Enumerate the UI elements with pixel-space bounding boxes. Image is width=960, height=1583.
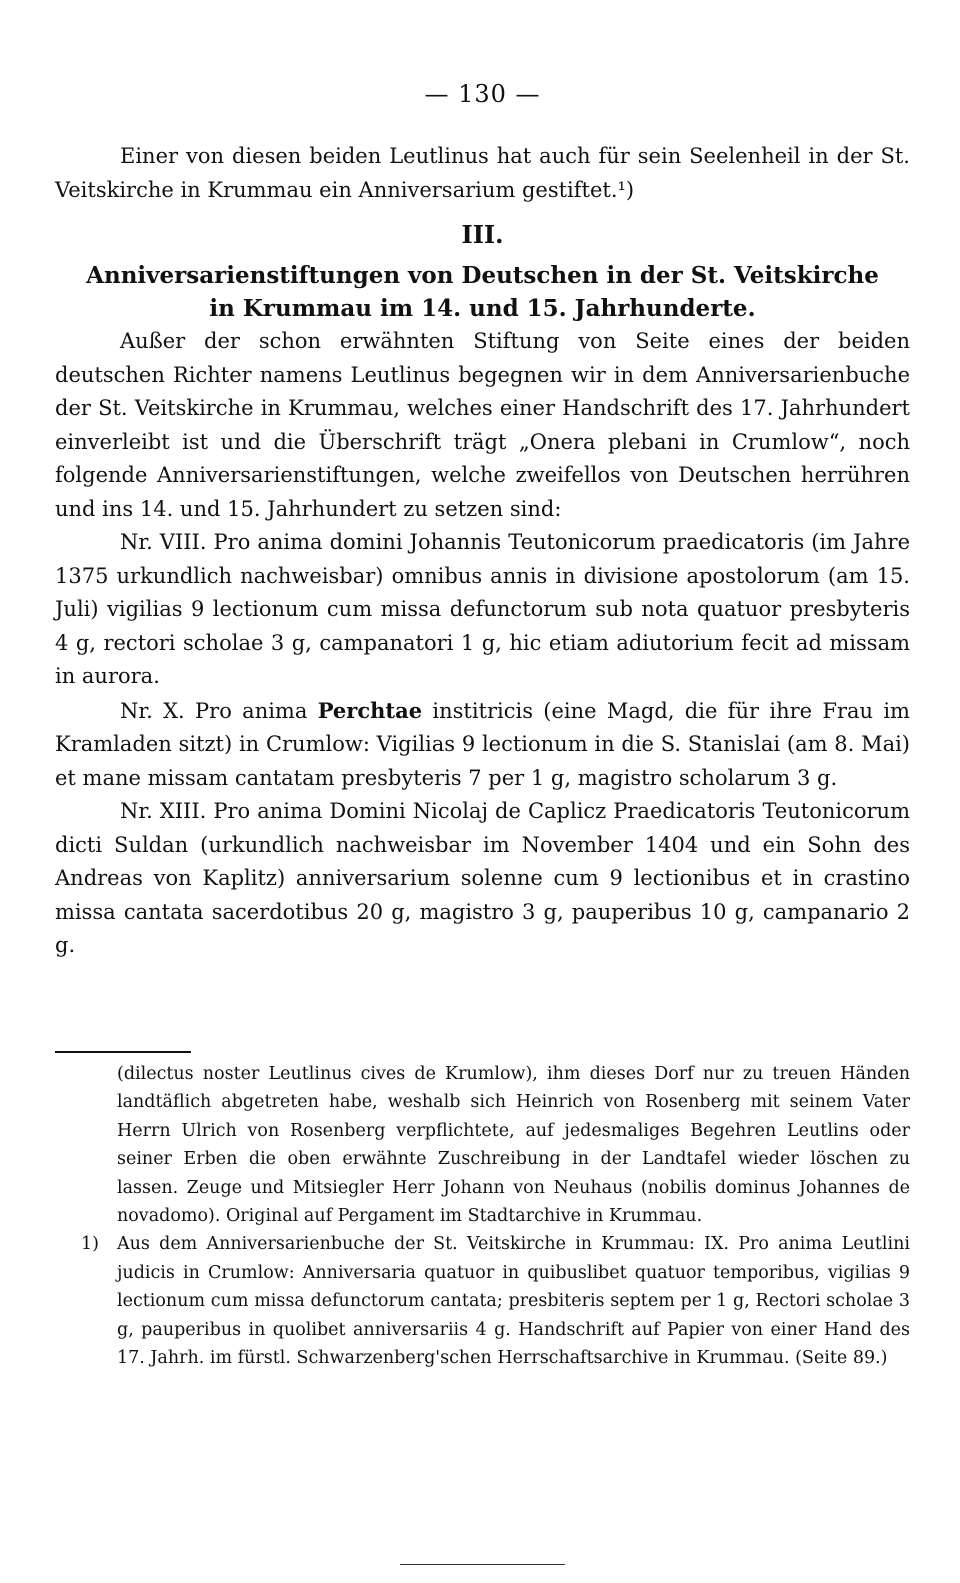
- intro-paragraph: Einer von diesen beiden Leutlinus hat auch für sein Seelenheil in der St. Veitskirche in Krummau ein Anniversarium gestiftet.¹): [55, 144, 910, 202]
- footnotes: [81, 1060, 910, 1372]
- entry-label: Nr. XIII.: [120, 799, 207, 823]
- entry-text-before: Pro anima: [195, 698, 308, 723]
- entry-label: Nr. X.: [120, 698, 185, 723]
- footnote-text: IX. Pro anima Leutlini judicis in Crumlow: Anniversaria quatuor in quibuslibet quatuor temporibus, vigilias 9 lectionum cum missa defunctorum cantata; presbiteris septem per 1 g, Rectori scholae 3 g, pauperibus in quolibet anniversariis 4 g. Handschrift auf Papier von einer Hand des 17. Jahrh. im fürstl. Schwarzenberg'schen Herrschaftsarchive in Krummau. (Seite 89.): [117, 1234, 910, 1369]
- entry-label: Nr. VIII.: [120, 530, 207, 554]
- entry-text: Pro anima Domini Nicolaj de Caplicz Praedicatoris Teutonicorum dicti Suldan (urkundlich nachweisbar im November 1404 und ein Sohn des Andreas von Kaplitz) anniversarium solenne cum 9 lectionibus et in crastino missa cantata sacerdotibus 20 g, magistro 3 g, pauperibus 10 g, campanario 2 g.: [55, 799, 910, 957]
- page-number: — 130 —: [424, 80, 541, 108]
- section-number: III.: [461, 220, 504, 249]
- main-paragraph: Außer der schon erwähnten Stiftung von Seite eines der beiden deutschen Richter namens Leutlinus begegnen wir in dem Anniversarienbuche der St. Veitskirche in Krummau, welches einer Handschrift des 17. Jahrhundert einverleibt ist und die Überschrift trägt „Onera plebani in Crumlow“, noch folgende Anniversarienstiftungen, welche zweifellos von Deutschen herrühren und ins 14. und 15. Jahrhundert zu setzen sind:: [55, 329, 910, 521]
- entry-name: Perchtae: [317, 697, 423, 723]
- entry-text: institricis (eine Magd, die für ihre Frau im Kramladen sitzt) in Crumlow: Vigilias 9 lectionum in die S. Stanislai (am 8. Mai) et mane missam cantatam presbyteris 7 per 1 g, magistro scholarum 3 g.: [55, 698, 910, 790]
- entry-nr-xiii: [55, 795, 910, 963]
- body-text: [55, 140, 910, 963]
- footnote-1: [81, 1230, 910, 1372]
- section-title-line-2: in Krummau im 14. und 15. Jahrhunderte.: [209, 295, 756, 322]
- footnote-separator: [55, 1051, 191, 1053]
- entry-nr-viii: [55, 526, 910, 694]
- entry-text: Pro anima domini Johannis Teutonicorum praedicatoris (im Jahre 1375 urkundlich nachweisbar) omnibus annis in divisione apostolorum (am 15. Juli) vigilias 9 lectionum cum missa defunctorum sub nota quatuor presbyteris 4 g, rectori scholae 3 g, campanatori 1 g, hic etiam adiutorium fecit ad missam in aurora.: [55, 530, 910, 688]
- footnote-mark: 1): [81, 1234, 99, 1255]
- section-title-line-1: Anniversarienstiftungen von Deutschen in der St. Veitskirche: [86, 262, 879, 289]
- entry-nr-x: [55, 694, 910, 796]
- footnote-lead: Aus dem Anniversarienbuche der St. Veitskirche in Krummau:: [117, 1234, 695, 1255]
- footnote-continuation: (dilectus noster Leutlinus cives de Krumlow), ihm dieses Dorf nur zu treuen Händen landtäflich abgetreten habe, weshalb sich Heinrich von Rosenberg mit seinem Vater Herrn Ulrich von Rosenberg verpflichtete, auf jedesmaliges Begehren Leutlins oder seiner Erben die oben erwähnte Zuschreibung in der Landtafel wieder löschen zu lassen. Zeuge und Mitsiegler Herr Johann von Neuhaus (nobilis dominus Johannes de novadomo). Original auf Pergament im Stadtarchive in Krummau.: [117, 1064, 910, 1227]
- end-rule: [400, 1564, 565, 1565]
